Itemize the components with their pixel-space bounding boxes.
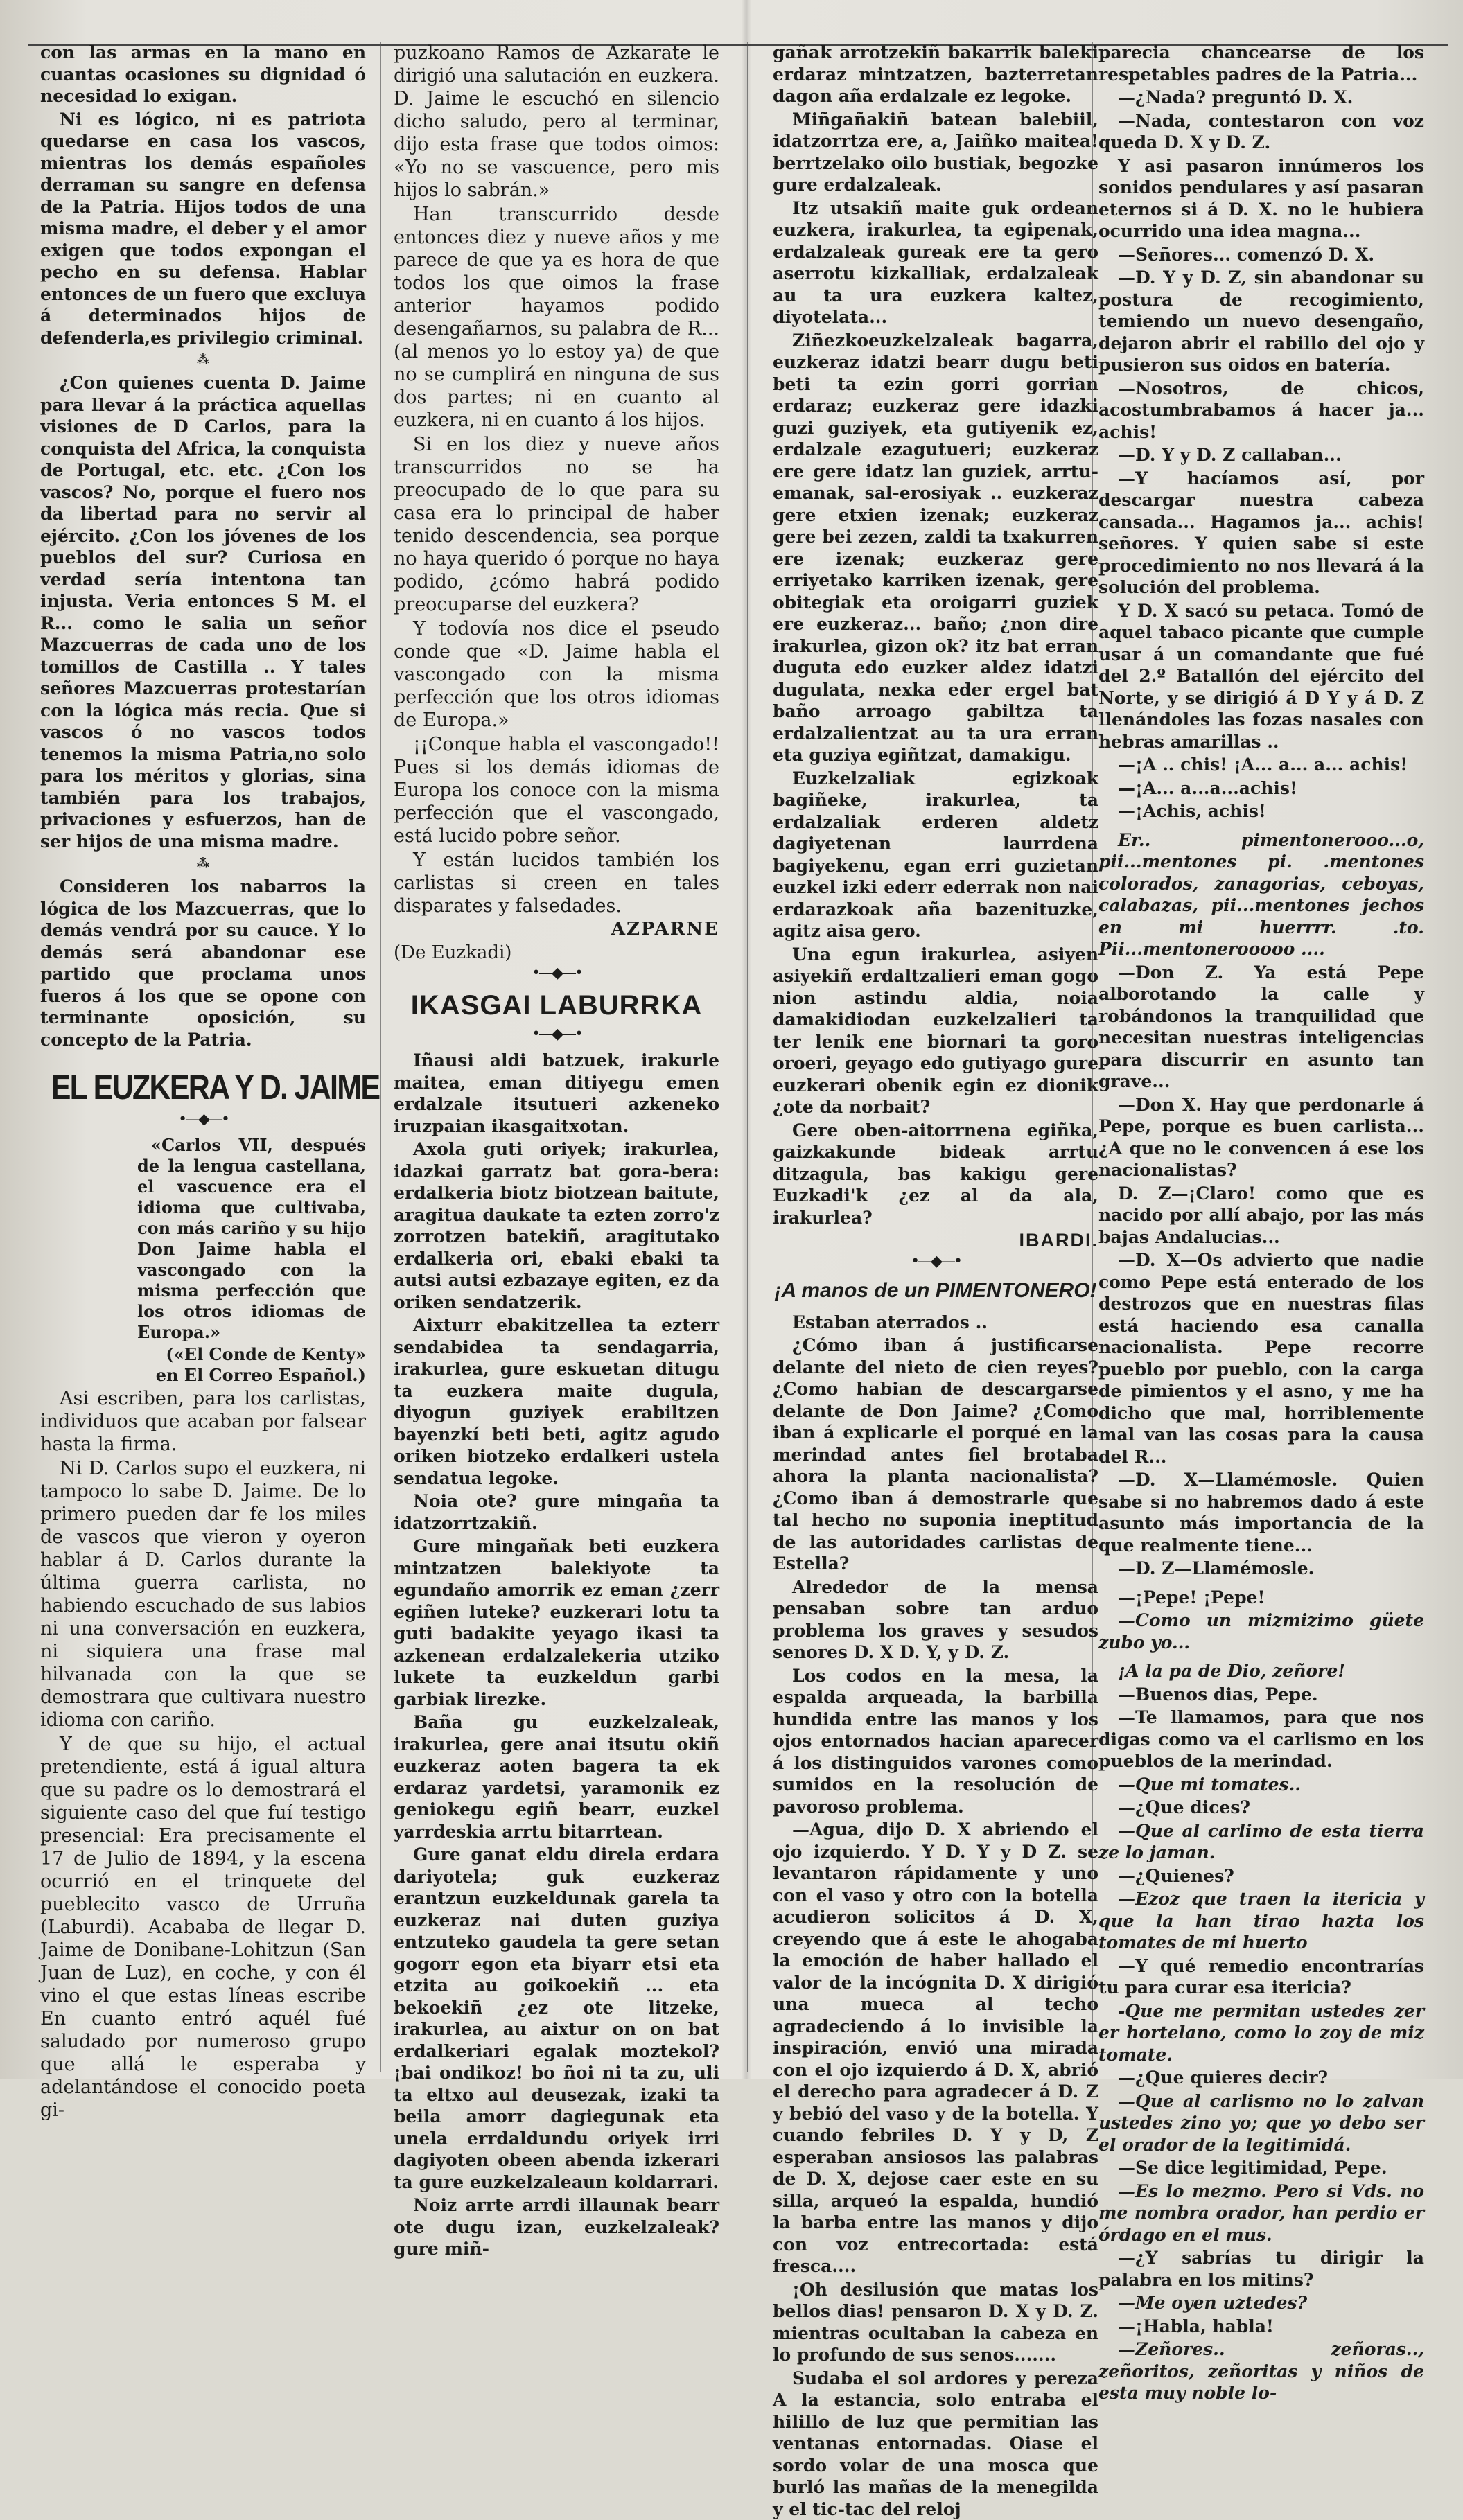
paragraph: Consideren los nabarros la lógica de los Mazcuerras, que lo demás vendrá por su cauce. Y lo demás será abandonar ese partido que proclama unos fueros á los que se opone con terminante oposición, su concepto de la Patria. xyxy=(40,876,366,1050)
street-cry: Er.. pimentonerooo...o, pii...mentones pi. .mentones colorados, zanagorias, ceboyas, calabazas, pii...mentones jechos en mi huerrrr. .to. Pii...mentonerooooo .... xyxy=(1098,829,1424,960)
epigraph xyxy=(137,1135,366,1386)
dialogue-line: —D. X—Llamémosle. Quien sabe si no habremos dado á este asunto más importancia de la que realmente tiene... xyxy=(1098,1469,1424,1556)
title-ornament: •—◆—• xyxy=(773,1253,1098,1270)
column-rule xyxy=(380,42,381,2072)
dialogue-line: —¿Nada? preguntó D. X. xyxy=(1098,87,1424,109)
dialogue-line: —¡A... a...a...achis! xyxy=(1098,777,1424,800)
title-ornament: •—◆—• xyxy=(394,1026,719,1043)
column-4 xyxy=(1098,42,1424,2068)
dialogue-line: —Que mi tomates.. xyxy=(1098,1774,1424,1796)
dialogue-line: —Es lo mezmo. Pero si Vds. no me nombra orador, han perdio er órdago en el mus. xyxy=(1098,2180,1424,2246)
paragraph: ¡¡Conque habla el vascongado!! Pues si los demás idiomas de Europa los conoce con la misma perfección que el vascongado, está lucido pobre señor. xyxy=(394,733,719,847)
dialogue-line: —Zeñores.. zeñoras.., zeñoritos, zeñoritas y niños de esta muy noble lo- xyxy=(1098,2338,1424,2404)
paragraph: Sudaba el sol ardores y pereza A la estancia, solo entraba el hilillo de luz que permitian las ventanas entornadas. Oiase el sordo volar de una mosca que burló las mañas de la menegilda y el tic-tac del reloj xyxy=(773,2368,1098,2520)
paragraph: Han transcurrido desde entonces diez y nueve años y me parece de que ya es hora de que todos los que oimos la frase anterior hayamos podido desengañarnos, su palabra de R... (al menos yo lo estoy ya) de que no se cumplirá en ninguna de sus dos partes; ni en cuanto al euzkera, ni en cuanto á los hijos. xyxy=(394,203,719,432)
dialogue-line: —¡A .. chis! ¡A... a... a... achis! xyxy=(1098,754,1424,776)
paragraph: Y de que su hijo, el actual pretendiente, está á igual altura que su padre os lo demostrará el siguiente caso del que fuí testigo presencial: Era precisamente el 17 de Julio de 1894, y la escena ocurrió en el trinquete del pueblecito vasco de Urruña (Laburdi). Acababa de llegar D. Jaime de Donibane-Lohitzun (San Juan de Luz), en coche, y con él vino el que estas líneas escribe En cuanto entró aquél fué saludado por numeroso grupo que allá le esperaba y adelantándose el conocido poeta gi- xyxy=(40,1733,366,2122)
paragraph: Ni es lógico, ni es patriota quedarse en casa los vascos, mientras los demás españoles derraman su sangre en defensa de la Patria. Hijos todos de una misma madre, el deber y el amor exigen que todos expongan el pecho en su defensa. Hablar entonces de un fuero que excluya á determinados hijos de defenderla,es privilegio criminal. xyxy=(40,109,366,349)
article-title: EL EUZKERA Y D. JAIME xyxy=(51,1067,356,1107)
paragraph: Ziñezkoeuzkelzaleak bagarra, euzkeraz idatzi bearr dugu beti beti ta ezin gorri gorrian erdaraz; euzkeraz gere idazki guzi guziyek, eta gutiyenik ez, erdalzale ezagutueri; euzkeraz ere gere idatz lan guziek, arrtu-emanak, sal-erosiyak .. euzkeraz gere etxien izenak; euzkeraz gere bei zezen, zaldi ta txakurren ere izenak; euzkeraz gere erriyetako karriken izenak, gere obitegiak eta oroigarri guziek ere euzkeraz... baño; ¿non dire irakurlea, gizon ok? itz bat erran duguta edo euzker aldez idatzi dugulata, nexka eder ergel bat baño arroago gabiltza ta erdalzalientzat au ta ura erran eta guziya egiñtzat, damakigu. xyxy=(773,330,1098,766)
author-signature: AZPARNE xyxy=(394,919,719,941)
dialogue-line: —D. Y y D. Z, sin abandonar su postura de recogimiento, temiendo un nuevo desengaño, dejaron abrir el rabillo del ojo y pusieron sus oidos en batería. xyxy=(1098,267,1424,376)
column-2 xyxy=(394,42,719,2068)
dialogue-line: —Me oyen uztedes? xyxy=(1098,2292,1424,2314)
dialogue-line: —Nosotros, de chicos, acostumbrabamos á hacer ja... achis! xyxy=(1098,378,1424,443)
dialogue-line: —D. Z—Llamémosle. xyxy=(1098,1558,1424,1580)
paragraph: Iñausi aldi batzuek, irakurle maitea, eman ditiyegu emen erdalzale itsutueri azkeneko iruzpaian ikasgaitxotan. xyxy=(394,1050,719,1137)
paragraph: Y asi pasaron innúmeros los sonidos pendulares y así pasaran eternos si á D. X. no le hubiera ocurrido una idea magna... xyxy=(1098,155,1424,243)
paragraph: Gure mingañak beti euzkera mintzatzen balekiyote ta egundaño amorrik ez eman ¿zerr egiñen luteke? euzkerari lotu ta guti badakite yeyago ikasi ta azkenean erdalzalekeria utziko lukete ta euzkeldun garbi garbiak lirezke. xyxy=(394,1535,719,1710)
dialogue-line: —Que al carlismo no lo zalvan ustedes zino yo; que yo debo ser el orador de la legitimidá. xyxy=(1098,2090,1424,2156)
paragraph: con las armas en la mano en cuantas ocasiones su dignidad ó necesidad lo exigan. xyxy=(40,42,366,107)
epigraph-quote: «Carlos VII, después de la lengua castellana, el vascuence era el idioma que cultivaba, con más cariño y su hijo Don Jaime habla el vascongado con la misma perfección que los otros idiomas de Europa.» xyxy=(137,1135,366,1343)
section-separator: ⁂ xyxy=(40,353,366,368)
section-separator: ⁂ xyxy=(40,856,366,872)
article-title: ¡A manos de un PIMENTONERO! xyxy=(773,1277,1098,1305)
dialogue-line: ¡A la pa de Dio, zeñore! xyxy=(1098,1660,1424,1682)
dialogue-line: —¡Habla, habla! xyxy=(1098,2316,1424,2338)
page-fold xyxy=(742,0,751,2079)
paragraph: Y están lucidos también los carlistas si creen en tales disparates y falsedades. xyxy=(394,849,719,917)
paragraph: Estaban aterrados .. xyxy=(773,1312,1098,1334)
dialogue-line: —¿Quienes? xyxy=(1098,1865,1424,1887)
paragraph: Aixturr ebakitzellea ta ezterr sendabidea ta sendagarria, irakurlea, gure eskuetan ditugu ta euzkera maite dugula, diyogun guziyek erabiltzen bayenzkí beti beti, agitz agudo oriken biotzeko erdalkeri ustela sendatua legoke. xyxy=(394,1314,719,1489)
paragraph: Noiz arrte arrdi illaunak bearr ote dugu izan, euzkelzaleak? gure miñ- xyxy=(394,2194,719,2260)
title-ornament: •—◆—• xyxy=(40,1111,366,1128)
dialogue-line: —Te llamamos, para que nos digas como va el carlismo en los pueblos de la merindad. xyxy=(1098,1707,1424,1772)
article-title: IKASGAI LABURRKA xyxy=(394,989,719,1022)
dialogue-line: —Buenos dias, Pepe. xyxy=(1098,1684,1424,1706)
epigraph-source: («El Conde de Kenty» en El Correo Español.) xyxy=(137,1344,366,1386)
paragraph: gañak arrotzekiñ bakarrik baleki erdaraz mintzatzen, bazterretan dagon aña erdalzale ez legoke. xyxy=(773,42,1098,107)
title-ornament: •—◆—• xyxy=(394,965,719,982)
paragraph: Gere oben-aitorrnena egiñka, gaizkakunde bideak arrtu ditzagula, bas kakigu gere Euzkadi'k ¿ez al da ala, irakurlea? xyxy=(773,1120,1098,1229)
paragraph: Si en los diez y nueve años transcurridos no se ha preocupado de lo que para su casa era lo principal de haber tenido descendencia, sea porque no haya querido ó porque no haya podido, ¿cómo habrá podido preocuparse del euzkera? xyxy=(394,433,719,616)
paragraph: Axola guti oriyek; irakurlea, idazkai garratz bat gora-bera: erdalkeria biotz biotzean baitute, aragitua daukate ta ezten zorro'z zorrotzen batekiñ, aragitutako erdalkeria ori, ebaki ebaki ta autsi autsi ezbazaye egiten, ez da oriken sendatzerik. xyxy=(394,1138,719,1313)
paragraph: Ni D. Carlos supo el euzkera, ni tampoco lo sabe D. Jaime. De lo primero pueden dar fe los miles de vascos que vieron y oyeron hablar á D. Carlos durante la última guerra carlista, no habiendo escuchado de sus labios ni una conversación en euzkera, ni siquiera una frase mal hilvanada con la que se demostrara que cultivara nuestro idioma con cariño. xyxy=(40,1457,366,1732)
dialogue-line: —Y hacíamos así, por descargar nuestra cabeza cansada... Hagamos ja... achis! señores. Y quien sabe si este procedimiento no nos llevará á la solución del problema. xyxy=(1098,468,1424,599)
dialogue-line: —Señores... comenzó D. X. xyxy=(1098,244,1424,266)
paragraph: Y D. X sacó su petaca. Tomó de aquel tabaco picante que cumple usar á un comandante que fué del 2.º Batallón del ejército del Norte, y se dirigió á D Y y á D. Z llenándoles las fozas nasales con hebras amarillas .. xyxy=(1098,600,1424,753)
dialogue-line: -Que me permitan ustedes zer er hortelano, como lo zoy de miz tomate. xyxy=(1098,2000,1424,2066)
paragraph: Miñgañakiñ batean balebiil, idatzorrtza ere, a, Jaiñko maitea! berrtzelako oilo bustiak, begozke gure erdalzaleak. xyxy=(773,109,1098,196)
paragraph: Gure ganat eldu direla erdara dariyotela; guk euzkeraz erantzun euzkeldunak garela ta euzkeraz nai duten guziya entzuteko gaudela ta gere setan gogorr egon eta biyarr etsi eta etzita au goikoekiñ ... eta bekoekiñ ¿ez ote litzeke, irakurlea, au aixtur on on bat erdalkeriari egalak moztekol? ¡bai ondikoz! bo ñoi ni ta zu, uli ta eltxo aul deusezak, izaki ta beila amorr dagiegunak eta unela errdaldundu oriyek irri dagiyoten obeen abenda izkerari ta gure euzkelzaleaun koldarrari. xyxy=(394,1844,719,2193)
paragraph: Noia ote? gure mingaña ta idatzorrtzakiñ. xyxy=(394,1490,719,1534)
column-1 xyxy=(40,42,366,2068)
dialogue-line: —Ezoz que traen la itericia y que la han tirao hazta los tomates de mi huerto xyxy=(1098,1888,1424,1954)
paragraph: Baña gu euzkelzaleak, irakurlea, gere anai itsutu okiñ euzkeraz aoten bagera ta ek erdaraz yardetsi, yaramonik ez geniokegu egiñ bearr, euzkel yarrdeskia arrtu bitarrtean. xyxy=(394,1711,719,1842)
paragraph: ¿Cómo iban á justificarse delante del nieto de cien reyes? ¿Como habian de descargarse delante de Don Jaime? ¿Como iban á explicarle el porqué en la merindad antes fiel brotaba ahora la planta nacionalista? ¿Como iban á demostrarle que tal hecho no suponia ineptitud de las autoridades carlistas de Estella? xyxy=(773,1334,1098,1575)
paragraph: Euzkelzaliak egizkoak bagiñeke, irakurlea, ta erdalzaliak erderen aldetz dagiyetenan laurrdena bagiyekenu, egan erri guzietan euzkel izki ederr ederrak non nai erdarazkoak aña bazenituzke, agitz aisa gero. xyxy=(773,768,1098,942)
dialogue-line: —Y qué remedio encontrarías tu para curar esa itericia? xyxy=(1098,1955,1424,1999)
source-note: (De Euzkadi) xyxy=(394,942,719,964)
paragraph: Asi escriben, para los carlistas, individuos que acaban por falsear hasta la firma. xyxy=(40,1387,366,1456)
dialogue-line: —¿Que dices? xyxy=(1098,1797,1424,1819)
dialogue-line: —¿Y sabrías tu dirigir la palabra en los mitins? xyxy=(1098,2247,1424,2291)
paragraph: puzkoano Ramos de Azkarate le dirigió una salutación en euzkera. D. Jaime le escuchó en silencio dicho saludo, pero al terminar, dijo esta frase que todos oimos: «Yo no se vascuence, pero mis hijos lo sabrán.» xyxy=(394,42,719,202)
dialogue-line: —Se dice legitimidad, Pepe. xyxy=(1098,2157,1424,2179)
paragraph: Los codos en la mesa, la espalda arqueada, la barbilla hundida entre las manos y los ojos entornados hacian aparecer á los distinguidos varones como sumidos en la resolución de pavoroso problema. xyxy=(773,1665,1098,1818)
dialogue-line: —¡Pepe! ¡Pepe! xyxy=(1098,1587,1424,1609)
paragraph: Alrededor de la mensa pensaban sobre tan arduo problema los graves y sesudos senores D. X D. Y, y D. Z. xyxy=(773,1576,1098,1664)
dialogue-line: —D. X—Os advierto que nadie como Pepe está enterado de los destrozos que en nuestras filas está haciendo esa canalla nacionalista. Pepe recorre pueblo por pueblo, con la carga de pimientos y el asno, y me ha dicho que mal, horriblemente mal van las cosas para la causa del R... xyxy=(1098,1249,1424,1468)
paragraph: Una egun irakurlea, asiyen asiyekiñ erdaltzalieri eman gogo nion astindu aldia, noia damakidiodan euzkelzalieri ta ter lenik ene biornari ta goro oroeri, geyago edo gutiyago gure euzkerari obenik egin ez dionik ¿ote da norbait? xyxy=(773,944,1098,1118)
dialogue-line: —¡Achis, achis! xyxy=(1098,800,1424,822)
column-3 xyxy=(773,42,1098,2068)
dialogue-line: —D. Y y D. Z callaban... xyxy=(1098,444,1424,466)
paragraph: parecia chancearse de los respetables padres de la Patria... xyxy=(1098,42,1424,85)
paragraph: —Agua, dijo D. X abriendo el ojo izquierdo. Y D. Y y D Z. se levantaron rápidamente y uno con el vaso y otro con la botella acudieron solicitos á D. X, creyendo que á este le ahogaba la emoción de haber hallado el valor de la incógnita D. X dirigió una mueca al techo agradeciendo á lo invisible la inspiración, envió una mirada con el ojo izquierdo á D. X, abrió el derecho para agradecer á D. Z y bebió del vaso y de la botella. Y cuando febriles D. Y y D, Z esperaban ansiosos las palabras de D. X, dejose caer este en su silla, arqueó la espalda, hundió la barba entre las manos y dijo con voz entrecortada: está fresca.... xyxy=(773,1819,1098,2277)
dialogue-line: D. Z—¡Claro! como que es nacido por allí abajo, por las más bajas Andalucias... xyxy=(1098,1183,1424,1249)
paragraph: ¡Oh desilusión que matas los bellos dias! pensaron D. X y D. Z. mientras ocultaban la cabeza en lo profundo de sus senos....... xyxy=(773,2279,1098,2366)
dialogue-line: —Que al carlimo de esta tierra ze lo jaman. xyxy=(1098,1820,1424,1864)
dialogue-line: —Don Z. Ya está Pepe alborotando la calle y robándonos la tranquilidad que necesitan nuestras inteligencias para discurrir en asunto tan grave... xyxy=(1098,962,1424,1093)
dialogue-line: —¿Que quieres decir? xyxy=(1098,2067,1424,2089)
paragraph: Y todovía nos dice el pseudo conde que «D. Jaime habla el vascongado con la misma perfección que los otros idiomas de Europa.» xyxy=(394,617,719,732)
paragraph: ¿Con quienes cuenta D. Jaime para llevar á la práctica aquellas visiones de D Carlos, para la conquista del Africa, la conquista de Portugal, etc. etc. ¿Con los vascos? No, porque el fuero nos da libertad para no servir al ejército. ¿Con los jóvenes de los pueblos del sur? Curiosa en verdad sería intentona tan injusta. Veria entonces S M. el R... como le salia un señor Mazcuerras de cada uno de los tomillos de Castilla .. Y tales señores Mazcuerras protestarían con la lógica más recia. Que si vascos ó no vascos todos tenemos la misma Patria,no solo para los méritos y glorias, sina también para los trabajos, privaciones y esfuerzos, han de ser hijos de una misma madre. xyxy=(40,372,366,852)
paragraph: Itz utsakiñ maite guk ordean euzkera, irakurlea, ta egipenak, erdalzaleak gureak ere ta gero aserrotu kizkalliak, erdalzaleak au ta ura euzkera kaltez, diyotelata... xyxy=(773,197,1098,328)
author-signature: IBARDI. xyxy=(773,1230,1098,1252)
dialogue-line: —Como un mizmizimo güete zubo yo... xyxy=(1098,1610,1424,1653)
dialogue-line: —Nada, contestaron con voz queda D. X y D. Z. xyxy=(1098,110,1424,154)
dialogue-line: —Don X. Hay que perdonarle á Pepe, porque es buen carlista... ¿A que no le convencen á ese los nacionalistas? xyxy=(1098,1094,1424,1181)
